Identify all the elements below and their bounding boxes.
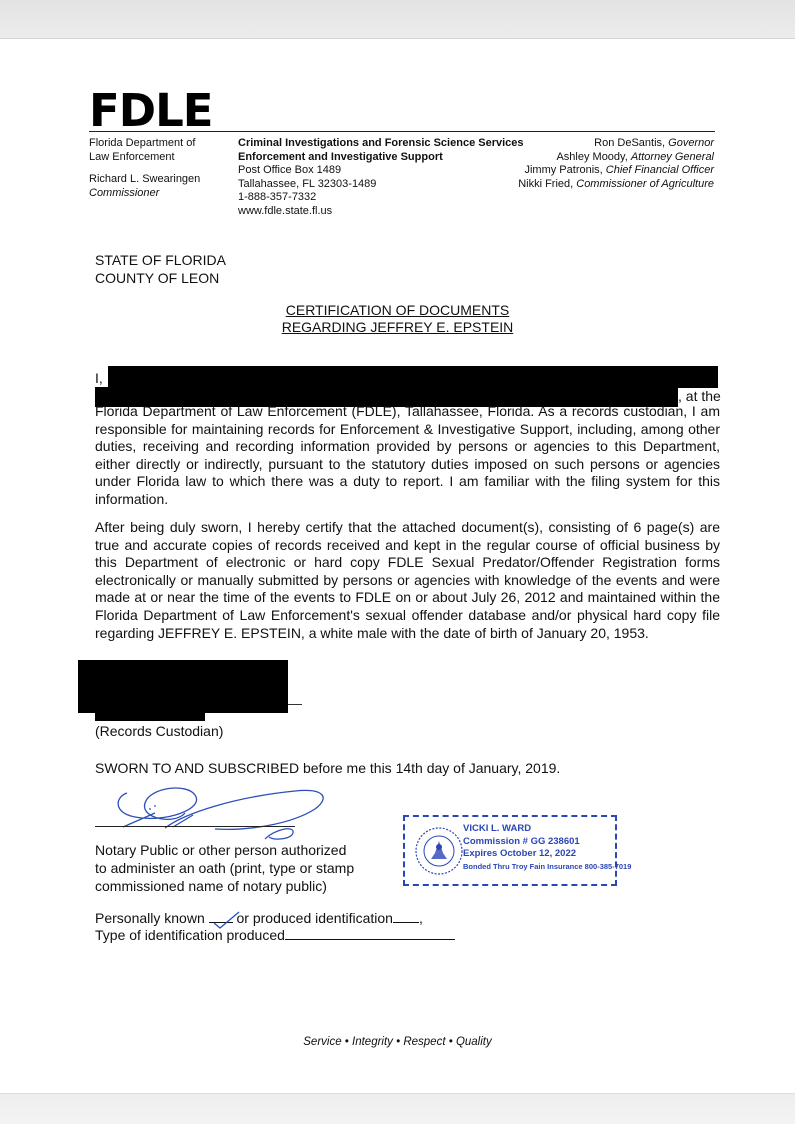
notary-line-3: commissioned name of notary public) xyxy=(95,878,327,894)
redaction-signature xyxy=(78,660,288,713)
division-block xyxy=(238,137,524,218)
official-cfo: Jimmy Patronis, Chief Financial Officer xyxy=(524,164,714,176)
fdle-logo: FDLE xyxy=(89,84,213,137)
dept-line-1: Florida Department of xyxy=(89,137,196,149)
custodian-label: (Records Custodian) xyxy=(95,723,224,739)
produced-blank xyxy=(393,922,419,923)
official-attorney-general: Ashley Moody, Attorney General xyxy=(556,150,714,163)
scan-edge-top xyxy=(0,0,795,39)
notary-line-1: Notary Public or other person authorized xyxy=(95,842,347,858)
identification-line: Personally known or produced identification , xyxy=(95,910,423,927)
type-label: Type of identification produced xyxy=(95,927,285,943)
seal-bonded: Bonded Thru Troy Fain Insurance 800-385-7019 xyxy=(463,861,632,871)
header-rule xyxy=(89,131,715,132)
venue-state: STATE OF FLORIDA xyxy=(95,252,226,268)
title-line-2: REGARDING JEFFREY E. EPSTEIN xyxy=(281,319,514,335)
notary-line-2: to administer an oath (print, type or stamp xyxy=(95,860,355,876)
footer-motto: Service • Integrity • Respect • Quality xyxy=(303,1036,492,1048)
notary-text xyxy=(95,841,354,895)
commissioner-title: Commissioner xyxy=(89,186,160,199)
type-blank xyxy=(285,939,455,940)
para1-at-the: , at the xyxy=(678,388,721,404)
seal-commission: Commission # GG 238601 xyxy=(463,835,580,847)
signature-line xyxy=(288,704,302,705)
notary-seal-stamp xyxy=(403,815,632,886)
redaction-signature-tail xyxy=(95,712,205,721)
official-governor: Ron DeSantis, Governor xyxy=(594,137,714,149)
division-line-2: Enforcement and Investigative Support xyxy=(238,150,443,163)
commissioner-name: Richard L. Swearingen xyxy=(89,173,201,185)
venue-block xyxy=(95,251,226,287)
paragraph-1: Florida Department of Law Enforcement (FDLE), Tallahassee, Florida. As a records custodian, I am responsible for maintaining records for Enforcement & Investigative Support, including, among other duties, receiving and recording information provided by persons or agencies to this Department, either directly or indirectly, pursuant to the statutory duties imposed on such persons or agencies under Florida law to which there was a duty to report. I am familiar with the filing system for this information. xyxy=(95,403,720,507)
department-block xyxy=(89,137,200,200)
known-label: Personally known xyxy=(95,910,205,926)
identification-type-line xyxy=(95,927,455,944)
scan-edge-bottom xyxy=(0,1093,795,1124)
venue-county: COUNTY OF LEON xyxy=(95,270,220,286)
address-line-2: Tallahassee, FL 32303-1489 xyxy=(238,177,377,190)
signature-loop xyxy=(255,823,305,843)
phone: 1-888-357-7332 xyxy=(238,191,317,203)
para1-start: I, xyxy=(95,370,103,386)
seal-notary-name: VICKI L. WARD xyxy=(463,823,532,834)
seal-text xyxy=(463,823,631,873)
address-line-1: Post Office Box 1489 xyxy=(238,164,342,176)
seal-expires: Expires October 12, 2022 xyxy=(463,848,577,859)
title-line-1: CERTIFICATION OF DOCUMENTS xyxy=(285,302,510,318)
website: www.fdle.state.fl.us xyxy=(238,204,333,217)
redaction-name xyxy=(108,366,718,388)
officials-block xyxy=(518,137,714,191)
dept-line-2: Law Enforcement xyxy=(89,150,175,163)
division-line-1: Criminal Investigations and Forensic Science Services xyxy=(238,137,524,149)
known-blank xyxy=(209,922,233,923)
sworn-statement: SWORN TO AND SUBSCRIBED before me this 14th day of January, 2019. xyxy=(95,760,561,776)
produced-label: or produced identification xyxy=(236,910,393,926)
state-seal-icon xyxy=(413,823,465,879)
document-title xyxy=(0,302,795,336)
official-agriculture: Nikki Fried, Commissioner of Agriculture xyxy=(518,177,714,190)
paragraph-2: After being duly sworn, I hereby certify that the attached document(s), consisting of 6 page(s) are true and accurate copies of records received and kept in the regular course of official business by this Department of electronic or hard copy FDLE Sexual Predator/Offender Registration forms electronically or manually submitted by persons or agencies with knowledge of the events and were made at or near the time of the events to FDLE on or about July 26, 2012 and maintained within the Florida Department of Law Enforcement's sexual offender database and/or physical hard copy file regarding JEFFREY E. EPSTEIN, a white male with the date of birth of January 20, 1953. xyxy=(95,519,720,641)
